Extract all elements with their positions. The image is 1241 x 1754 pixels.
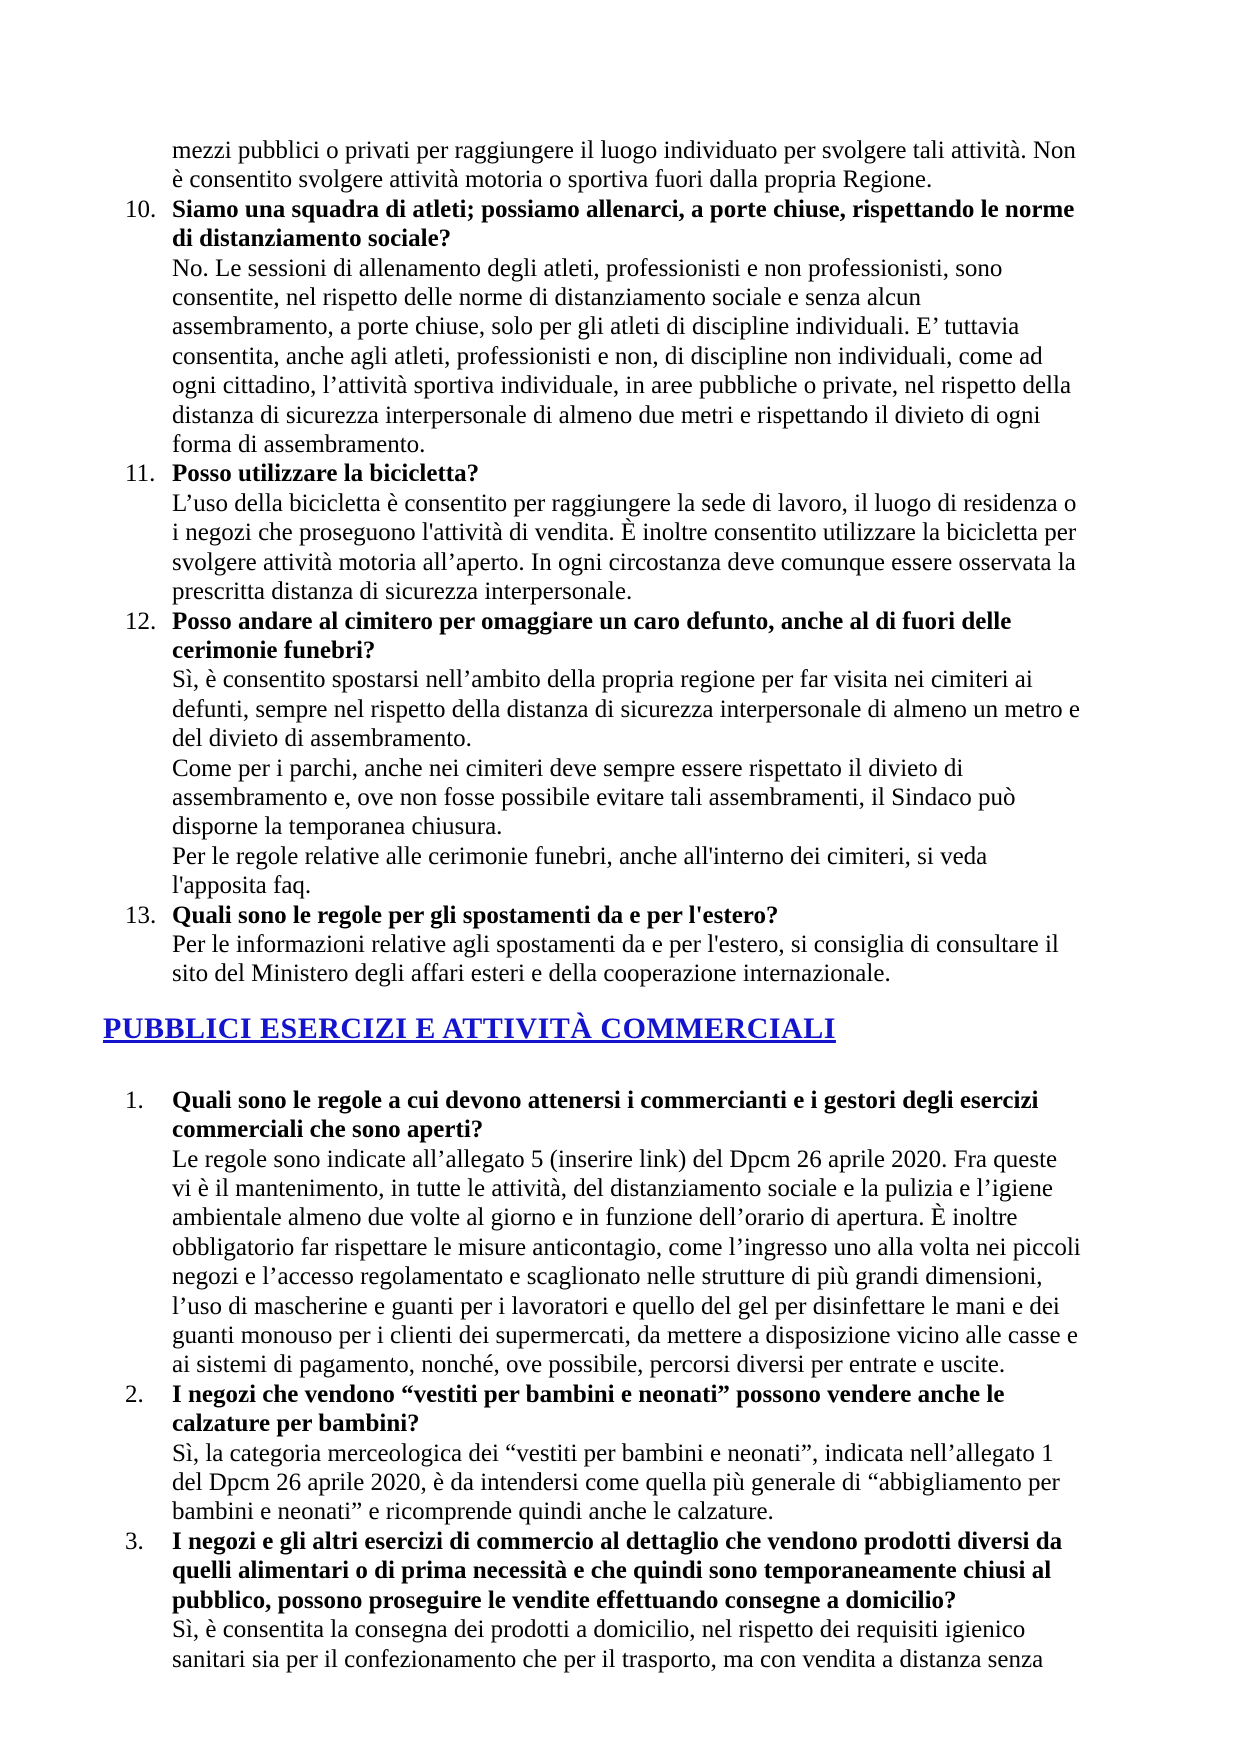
faq-number: 3. bbox=[125, 1527, 144, 1555]
faq-number: 12. bbox=[125, 607, 157, 635]
faq-number: 1. bbox=[125, 1086, 144, 1114]
faq-answer-paragraph: Sì, è consentita la consegna dei prodotti a domicilio, nel rispetto dei requisiti igienico sanitari sia per il confezionamento che per il trasporto, ma con vendita a distanza senza bbox=[172, 1616, 1044, 1673]
section-heading: PUBBLICI ESERCIZI E ATTIVITÀ COMMERCIALI bbox=[103, 1011, 836, 1045]
faq-item-10 bbox=[103, 195, 1081, 460]
faq-answer-paragraph: Per le informazioni relative agli spostamenti da e per l'estero, si consiglia di consultare il sito del Ministero degli affari esteri e della cooperazione internazionale. bbox=[172, 930, 1059, 988]
faq-item-3 bbox=[103, 1527, 1081, 1674]
faq-question: Quali sono le regole a cui devono attenersi i commercianti e i gestori degli esercizi commerciali che sono aperti? bbox=[172, 1086, 1039, 1144]
faq-question: Posso utilizzare la bicicletta? bbox=[172, 460, 480, 488]
faq-item-12 bbox=[103, 607, 1081, 901]
faq-answer-paragraph: No. Le sessioni di allenamento degli atleti, professionisti e non professionisti, sono consentite, nel rispetto delle norme di distanziamento sociale e senza alcun assembramento, a porte chiuse, solo per gli atleti di discipline individuali. E’ tuttavia consentita, anche agli atleti, professionisti e non, di discipline non individuali, come ad ogni cittadino, l’attività sportiva individuale, in aree pubbliche o private, nel rispetto della distanza di sicurezza interpersonale di almeno due metri e rispettando il divieto di ogni forma di assembramento. bbox=[172, 254, 1072, 459]
faq-question: Quali sono le regole per gli spostamenti da e per l'estero? bbox=[172, 901, 779, 929]
faq-question: Siamo una squadra di atleti; possiamo allenarci, a porte chiuse, rispettando le norme di distanziamento sociale? bbox=[172, 195, 1075, 253]
continuation-paragraph: mezzi pubblici o privati per raggiungere il luogo individuato per svolgere tali attività. Non è consentito svolgere attività motoria o sportiva fuori dalla propria Regione. bbox=[172, 137, 1076, 194]
faq-answer-paragraph: Sì, è consentito spostarsi nell’ambito della propria regione per far visita nei cimiteri ai defunti, sempre nel rispetto della distanza di sicurezza interpersonale di almeno un metro e del divieto di assembramento. bbox=[172, 666, 1080, 753]
faq-answer-paragraph: Per le regole relative alle cerimonie funebri, anche all'interno dei cimiteri, si veda l'apposita faq. bbox=[172, 842, 988, 900]
faq-answer-paragraph: L’uso della bicicletta è consentito per raggiungere la sede di lavoro, il luogo di residenza o i negozi che proseguono l'attività di vendita. È inoltre consentito utilizzare la bicicletta per svolgere attività motoria all’aperto. In ogni circostanza deve comunque essere osservata la prescritta distanza di sicurezza interpersonale. bbox=[172, 489, 1077, 606]
faq-question: Posso andare al cimitero per omaggiare un caro defunto, anche al di fuori delle cerimonie funebri? bbox=[172, 607, 1012, 664]
faq-item-13 bbox=[103, 901, 1081, 989]
faq-number: 11. bbox=[125, 460, 156, 488]
faq-question: I negozi e gli altri esercizi di commercio al dettaglio che vendono prodotti diversi da quelli alimentari o di prima necessità e che quindi sono temporaneamente chiusi al pubblico, possono proseguire le vendite effettuando consegne a domicilio? bbox=[172, 1527, 1063, 1614]
faq-number: 13. bbox=[125, 901, 157, 929]
faq-answer-paragraph: Come per i parchi, anche nei cimiteri deve sempre essere rispettato il divieto di assembramento e, ove non fosse possibile evitare tali assembramenti, il Sindaco può disporne la temporanea chiusura. bbox=[172, 754, 1016, 841]
faq-answer-paragraph: Le regole sono indicate all’allegato 5 (inserire link) del Dpcm 26 aprile 2020. Fra queste vi è il mantenimento, in tutte le attività, del distanziamento sociale e la pulizia e l’igiene ambientale almeno due volte al giorno e in funzione dell’orario di apertura. È inoltre obbligatorio far rispettare le misure anticontagio, come l’ingresso uno alla volta nei piccoli negozi e l’accesso regolamentato e scaglionato nelle strutture di più grandi dimensioni, l’uso di mascherine e guanti per i lavoratori e quello del gel per disinfettare le mani e dei guanti monouso per i clienti dei supermercati, da mettere a disposizione vicino alle casse e ai sistemi di pagamento, nonché, ove possibile, percorsi diversi per entrate e uscite. bbox=[172, 1145, 1081, 1379]
faq-number: 2. bbox=[125, 1380, 144, 1408]
faq-number: 10. bbox=[125, 195, 157, 223]
faq-answer-paragraph: Sì, la categoria merceologica dei “vestiti per bambini e neonati”, indicata nell’allegato 1 del Dpcm 26 aprile 2020, è da intendersi come quella più generale di “abbigliamento per bambini e neonati” e ricomprende quindi anche le calzature. bbox=[172, 1439, 1060, 1526]
faq-item-1 bbox=[103, 1086, 1081, 1380]
faq-item-11 bbox=[103, 459, 1081, 606]
faq-item-2 bbox=[103, 1380, 1081, 1527]
faq-question: I negozi che vendono “vestiti per bambini e neonati” possono vendere anche le calzature per bambini? bbox=[172, 1380, 1005, 1438]
